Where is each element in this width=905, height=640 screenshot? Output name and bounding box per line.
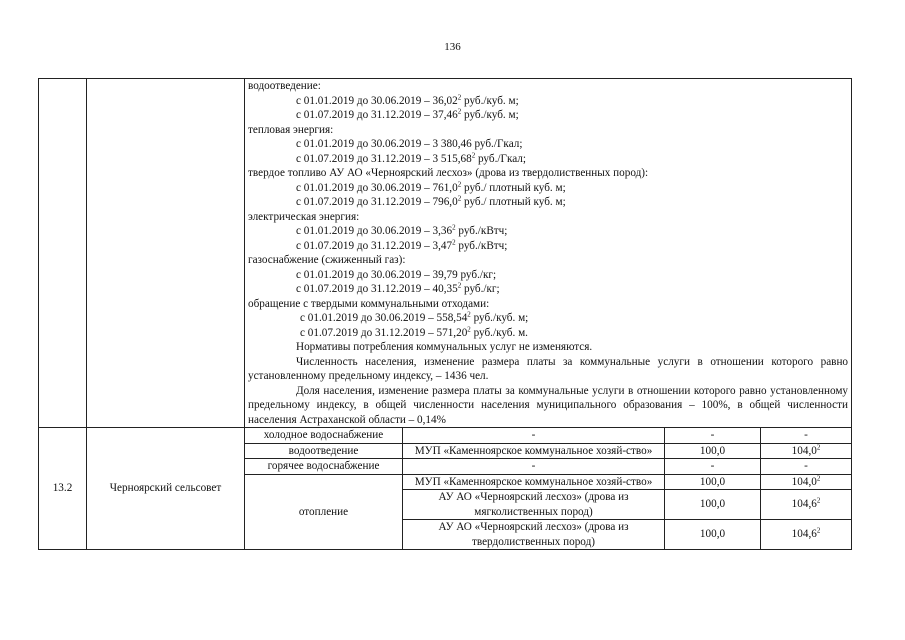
value-1: - xyxy=(665,459,761,475)
tariff-line-unit: руб./кВтч; xyxy=(455,225,508,237)
tariff-line-text: водоотведение: xyxy=(248,80,321,92)
tariff-line xyxy=(248,268,848,283)
value-2-text: 104,0 xyxy=(791,475,817,488)
service-label: отопление xyxy=(245,474,403,550)
tariff-line-unit: руб./кг; xyxy=(461,283,500,295)
organization: МУП «Каменноярское коммунальное хозяй-ство» xyxy=(403,443,665,459)
paragraph-normatives: Нормативы потребления коммунальных услуг не изменяются. xyxy=(296,341,593,353)
footnote-mark: 2 xyxy=(452,237,456,246)
tariff-table xyxy=(38,78,852,550)
value-2 xyxy=(761,474,852,490)
service-label: холодное водоснабжение xyxy=(245,428,403,444)
tariff-heading xyxy=(248,297,848,312)
tariff-line-text: тепловая энергия: xyxy=(248,123,334,136)
footnote-mark: 2 xyxy=(467,324,471,333)
service-label: горячее водоснабжение xyxy=(245,459,403,475)
paragraph-share: Доля населения, изменение размера платы за коммунальные услуги в отношении которого равно установленному предельному индексу, в общей численности населения муниципального образования – 100%, в общей численности населения Астраханской области – 0,14% xyxy=(248,384,849,426)
page-number: 136 xyxy=(444,41,461,53)
tariff-line-text: с 01.07.2019 до 31.12.2019 – 3,47 xyxy=(296,239,453,252)
footnote-mark: 2 xyxy=(457,281,462,290)
value-1: 100,0 xyxy=(665,490,761,520)
tariff-line xyxy=(248,195,848,210)
organization: - xyxy=(403,428,665,444)
tariff-line xyxy=(248,224,848,239)
organization: - xyxy=(403,459,665,475)
tariff-line xyxy=(248,94,848,109)
tariff-heading xyxy=(248,210,848,225)
table-row xyxy=(39,428,852,444)
name-cell-empty xyxy=(87,79,245,428)
footnote-mark: 2 xyxy=(457,92,462,101)
tariff-line-text: твердое топливо АУ АО «Черноярский лесхоз» (дрова из твердолиственных пород): xyxy=(248,167,649,179)
value-2-text: 104,6 xyxy=(791,498,817,511)
tariff-line xyxy=(248,152,848,167)
tariff-line xyxy=(248,239,848,254)
tariff-line-unit: руб./куб. м; xyxy=(470,312,529,324)
tariff-line-text: с 01.01.2019 до 30.06.2019 – 39,79 руб./кг; xyxy=(296,268,497,281)
tariff-heading xyxy=(248,166,848,181)
tariff-line xyxy=(248,181,848,196)
tariff-line-text: с 01.01.2019 до 30.06.2019 – 761,0 xyxy=(296,181,458,194)
continuation-row xyxy=(39,79,852,428)
tariff-line xyxy=(248,108,848,123)
tariff-line-text: с 01.07.2019 до 31.12.2019 – 571,20 xyxy=(300,326,468,339)
footnote-mark: 2 xyxy=(816,496,821,505)
tariff-line-text: с 01.07.2019 до 31.12.2019 – 3 515,68 xyxy=(296,152,472,165)
tariff-line-text: с 01.01.2019 до 30.06.2019 – 558,54 xyxy=(300,312,468,324)
tariff-line-unit: руб./ плотный куб. м; xyxy=(461,196,566,208)
tariff-line-text: с 01.01.2019 до 30.06.2019 – 3 380,46 руб./Гкал; xyxy=(296,138,523,150)
value-2 xyxy=(761,520,852,550)
footnote-mark: 2 xyxy=(816,526,821,535)
row-number: 13.2 xyxy=(39,428,87,550)
tariff-line-unit: руб./ плотный куб. м; xyxy=(461,181,566,194)
tariff-text-block xyxy=(245,79,852,428)
value-1: 100,0 xyxy=(665,474,761,490)
tariff-heading xyxy=(248,79,848,94)
tariff-line-text: с 01.07.2019 до 31.12.2019 – 40,35 xyxy=(296,283,458,295)
tariff-line-text: с 01.07.2019 до 31.12.2019 – 796,0 xyxy=(296,196,458,208)
tariff-line xyxy=(248,326,848,341)
tariff-line-text: с 01.07.2019 до 31.12.2019 – 37,46 xyxy=(296,109,458,121)
tariff-line xyxy=(248,311,848,326)
footnote-mark: 2 xyxy=(452,223,456,232)
tariff-line-unit: руб./куб. м; xyxy=(461,94,519,107)
tariff-heading xyxy=(248,123,848,138)
tariff-heading xyxy=(248,253,848,268)
tariff-line-unit: руб./куб. м; xyxy=(461,109,519,121)
value-2 xyxy=(761,490,852,520)
value-1: 100,0 xyxy=(665,520,761,550)
tariff-line-unit: руб./куб. м. xyxy=(470,326,528,339)
tariff-line-text: с 01.01.2019 до 30.06.2019 – 36,02 xyxy=(296,94,458,107)
municipality-name: Черноярский сельсовет xyxy=(87,428,245,550)
value-1: - xyxy=(665,428,761,444)
tariff-line-text: обращение с твердыми коммунальными отходами: xyxy=(248,297,490,310)
paragraph-population: Численность населения, изменение размера платы за коммунальные услуги в отношении которого равно установленному предельному индексу, – 1436 чел. xyxy=(248,355,849,382)
tariff-line-text: с 01.01.2019 до 30.06.2019 – 3,36 xyxy=(296,225,453,237)
tariff-line xyxy=(248,282,848,297)
value-2 xyxy=(761,443,852,459)
tariff-lines xyxy=(248,79,848,340)
footnote-mark: 2 xyxy=(816,473,821,482)
tariff-line-text: электрическая энергия: xyxy=(248,210,360,223)
organization: АУ АО «Черноярский лесхоз» (дрова из мягколиственных пород) xyxy=(403,490,665,520)
tariff-line-text: газоснабжение (сжиженный газ): xyxy=(248,254,406,266)
organization: МУП «Каменноярское коммунальное хозяй-ство» xyxy=(403,474,665,490)
value-2-text: 104,0 xyxy=(791,444,817,457)
footnote-mark: 2 xyxy=(457,179,462,188)
num-cell-empty xyxy=(39,79,87,428)
footnote-mark: 2 xyxy=(467,310,471,319)
tariff-line xyxy=(248,137,848,152)
value-2: - xyxy=(761,428,852,444)
footnote-mark: 2 xyxy=(457,107,462,116)
value-2: - xyxy=(761,459,852,475)
tariff-line-unit: руб./кВтч; xyxy=(455,239,508,252)
footnote-mark: 2 xyxy=(816,442,821,451)
footnote-mark: 2 xyxy=(471,150,476,159)
footnote-mark: 2 xyxy=(457,194,462,203)
organization: АУ АО «Черноярский лесхоз» (дрова из твердолиственных пород) xyxy=(403,520,665,550)
service-label: водоотведение xyxy=(245,443,403,459)
value-1: 100,0 xyxy=(665,443,761,459)
tariff-line-unit: руб./Гкал; xyxy=(475,152,526,165)
value-2-text: 104,6 xyxy=(791,528,817,541)
